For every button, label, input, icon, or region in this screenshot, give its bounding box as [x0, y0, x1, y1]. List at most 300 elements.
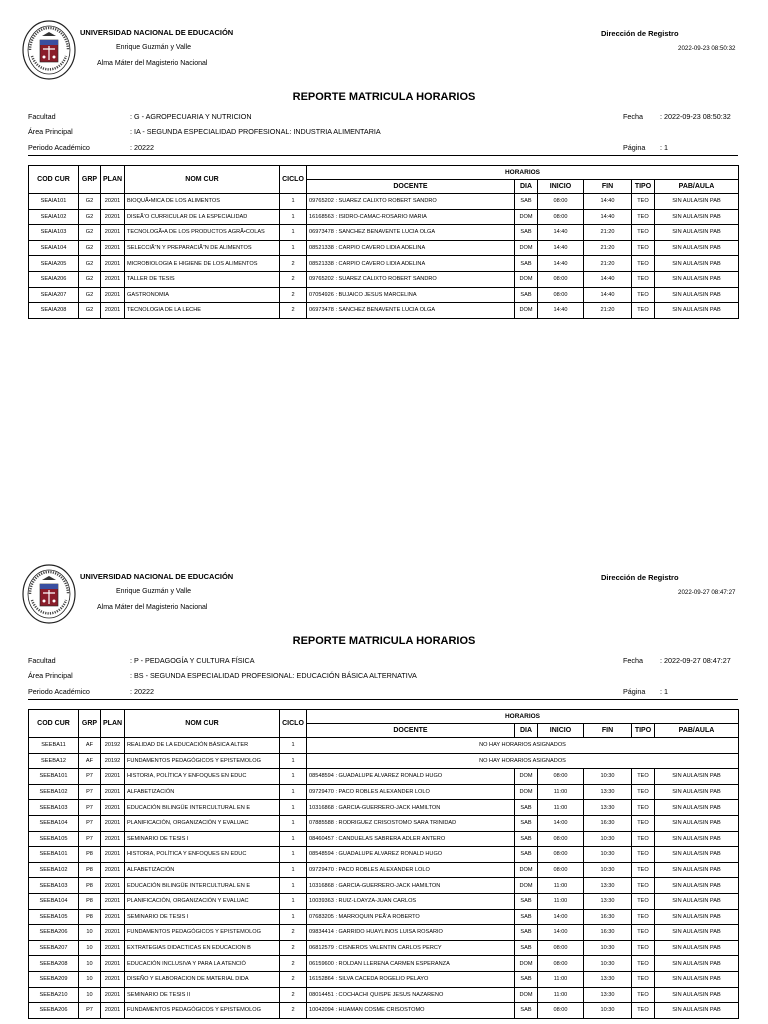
- cell-nom: MICROBIOLOGIA E HIGIENE DE LOS ALIMENTOS: [125, 256, 280, 272]
- cell-inicio: 08:00: [538, 194, 584, 210]
- cell-fin: 13:30: [584, 893, 632, 909]
- cell-pab: SIN AULA/SIN PAB: [655, 971, 739, 987]
- cell-docente: 16168563 : ISIDRO-CAMAC-ROSARIO MARIA: [307, 209, 515, 225]
- cell-inicio: 08:00: [538, 940, 584, 956]
- cell-pab: SIN AULA/SIN PAB: [655, 815, 739, 831]
- pagina-label: Página: [623, 687, 646, 696]
- cell-ciclo: 2: [280, 971, 307, 987]
- cell-pab: SIN AULA/SIN PAB: [655, 987, 739, 1003]
- schedule-table: [28, 709, 739, 1019]
- cell-nom: ALFABETIZACIÓN: [125, 862, 280, 878]
- table-row: [29, 769, 739, 785]
- cell-ciclo: 1: [280, 769, 307, 785]
- cell-ciclo: 1: [280, 862, 307, 878]
- cell-fin: 10:30: [584, 1003, 632, 1019]
- periodo-label: Periodo Académico: [28, 143, 90, 152]
- cell-docente: 06159600 : ROLDAN LLERENA CARMEN ESPERANZA: [307, 956, 515, 972]
- cell-tipo: TEO: [632, 831, 655, 847]
- table-row: [29, 862, 739, 878]
- fecha-value: : 2022-09-23 08:50:32: [660, 112, 731, 121]
- table-row: [29, 240, 739, 256]
- cell-cod: SEAIA205: [29, 256, 79, 272]
- cell-inicio: 14:00: [538, 909, 584, 925]
- cell-cod: SEEBA206: [29, 1003, 79, 1019]
- cell-plan: 20201: [101, 240, 125, 256]
- cell-plan: 20201: [101, 909, 125, 925]
- cell-plan: 20201: [101, 1003, 125, 1019]
- cell-plan: 20201: [101, 769, 125, 785]
- table-row: [29, 847, 739, 863]
- pagina-value: : 1: [660, 143, 668, 152]
- cell-nohay: NO HAY HORARIOS ASIGNADOS: [307, 738, 739, 754]
- cell-plan: 20201: [101, 847, 125, 863]
- cell-fin: 21:20: [584, 256, 632, 272]
- column-header-ciclo: CICLO: [280, 166, 307, 194]
- cell-ciclo: 2: [280, 940, 307, 956]
- cell-plan: 20201: [101, 256, 125, 272]
- cell-dia: DOM: [515, 303, 538, 319]
- cell-fin: 21:20: [584, 240, 632, 256]
- cell-docente: 08521338 : CARPIO CAVERO LIDIA ADELINA: [307, 256, 515, 272]
- cell-cod: SEEBA101: [29, 769, 79, 785]
- cell-pab: SIN AULA/SIN PAB: [655, 769, 739, 785]
- cell-inicio: 14:40: [538, 240, 584, 256]
- cell-grp: G2: [79, 303, 101, 319]
- cell-nom: SELECCIÃ“N Y PREPARACIÃ“N DE ALIMENTOS: [125, 240, 280, 256]
- cell-docente: 08521338 : CARPIO CAVERO LIDIA ADELINA: [307, 240, 515, 256]
- divider: [28, 155, 738, 156]
- column-header-dia: DIA: [515, 180, 538, 194]
- cell-tipo: TEO: [632, 925, 655, 941]
- cell-inicio: 14:40: [538, 303, 584, 319]
- cell-pab: SIN AULA/SIN PAB: [655, 194, 739, 210]
- table-row: [29, 194, 739, 210]
- cell-grp: P7: [79, 800, 101, 816]
- cell-fin: 10:30: [584, 862, 632, 878]
- cell-pab: SIN AULA/SIN PAB: [655, 209, 739, 225]
- facultad-label: Facultad: [28, 656, 56, 665]
- university-seal-icon: [22, 564, 76, 624]
- cell-tipo: TEO: [632, 225, 655, 241]
- table-row: [29, 753, 739, 769]
- column-header-inicio: INICIO: [538, 724, 584, 738]
- cell-tipo: TEO: [632, 987, 655, 1003]
- cell-nom: FUNDAMENTOS PEDAGÓGICOS Y EPISTEMOLOG: [125, 925, 280, 941]
- cell-nom: FUNDAMENTOS PEDAGÓGICOS Y EPISTEMOLOG: [125, 1003, 280, 1019]
- cell-tipo: TEO: [632, 909, 655, 925]
- cell-tipo: TEO: [632, 940, 655, 956]
- cell-pab: SIN AULA/SIN PAB: [655, 784, 739, 800]
- cell-tipo: TEO: [632, 303, 655, 319]
- cell-nom: SEMINARIO DE TESIS I: [125, 831, 280, 847]
- column-header-grp: GRP: [79, 166, 101, 194]
- cell-ciclo: 1: [280, 225, 307, 241]
- cell-plan: 20201: [101, 225, 125, 241]
- cell-inicio: 11:00: [538, 878, 584, 894]
- column-header-plan: PLAN: [101, 166, 125, 194]
- cell-fin: 10:30: [584, 956, 632, 972]
- table-row: [29, 831, 739, 847]
- cell-grp: 10: [79, 987, 101, 1003]
- cell-docente: 08014451 : COCHACHI QUISPE JESUS NAZARENO: [307, 987, 515, 1003]
- university-seal: [22, 564, 76, 624]
- cell-grp: P7: [79, 815, 101, 831]
- cell-cod: SEEBA105: [29, 831, 79, 847]
- cell-tipo: TEO: [632, 271, 655, 287]
- cell-tipo: TEO: [632, 209, 655, 225]
- cell-inicio: 14:00: [538, 925, 584, 941]
- cell-plan: 20201: [101, 987, 125, 1003]
- cell-dia: SAB: [515, 909, 538, 925]
- cell-nom: GASTRONOMIA: [125, 287, 280, 303]
- cell-pab: SIN AULA/SIN PAB: [655, 225, 739, 241]
- cell-grp: P8: [79, 878, 101, 894]
- cell-pab: SIN AULA/SIN PAB: [655, 303, 739, 319]
- report-section: [0, 0, 768, 340]
- cell-ciclo: 1: [280, 893, 307, 909]
- cell-plan: 20201: [101, 893, 125, 909]
- cell-pab: SIN AULA/SIN PAB: [655, 847, 739, 863]
- periodo-label: Periodo Académico: [28, 687, 90, 696]
- cell-pab: SIN AULA/SIN PAB: [655, 878, 739, 894]
- column-header-dia: DIA: [515, 724, 538, 738]
- cell-tipo: TEO: [632, 893, 655, 909]
- cell-cod: SEAIA104: [29, 240, 79, 256]
- cell-plan: 20201: [101, 194, 125, 210]
- area-value: : BS - SEGUNDA ESPECIALIDAD PROFESIONAL: EDUCACIÓN BÁSICA ALTERNATIVA: [130, 671, 417, 680]
- cell-tipo: TEO: [632, 800, 655, 816]
- cell-dia: DOM: [515, 878, 538, 894]
- cell-docente: 06973478 : SANCHEZ BENAVENTE LUCIA OLGA: [307, 303, 515, 319]
- cell-docente: 07885588 : RODRIGUEZ CRISOSTOMO SARA TRINIDAD: [307, 815, 515, 831]
- cell-docente: 06973478 : SANCHEZ BENAVENTE LUCIA OLGA: [307, 225, 515, 241]
- column-header-nom: NOM CUR: [125, 166, 280, 194]
- cell-cod: SEEBA208: [29, 956, 79, 972]
- cell-pab: SIN AULA/SIN PAB: [655, 956, 739, 972]
- cell-ciclo: 2: [280, 271, 307, 287]
- cell-docente: 09729470 : PACO ROBLES ALEXANDER LOLO: [307, 862, 515, 878]
- column-header-horarios: HORARIOS: [307, 166, 739, 180]
- cell-inicio: 08:00: [538, 271, 584, 287]
- cell-cod: SEEBA105: [29, 909, 79, 925]
- university-subtitle: Enrique Guzmán y Valle: [116, 44, 191, 51]
- cell-nom: FUNDAMENTOS PEDAGÓGICOS Y EPISTEMOLOG: [125, 753, 280, 769]
- cell-dia: SAB: [515, 971, 538, 987]
- cell-inicio: 08:00: [538, 956, 584, 972]
- table-row: [29, 893, 739, 909]
- table-row: [29, 925, 739, 941]
- cell-docente: 09729470 : PACO ROBLES ALEXANDER LOLO: [307, 784, 515, 800]
- cell-inicio: 08:00: [538, 769, 584, 785]
- cell-docente: 08548594 : GUADALUPE ALVAREZ RONALD HUGO: [307, 847, 515, 863]
- cell-nom: EXTRATEGIAS DIDACTICAS EN EDUCACION B: [125, 940, 280, 956]
- cell-nom: TECNOLOGIA DE LA LECHE: [125, 303, 280, 319]
- cell-grp: 10: [79, 971, 101, 987]
- facultad-label: Facultad: [28, 112, 56, 121]
- cell-ciclo: 1: [280, 753, 307, 769]
- cell-nom: BIOQUÃ•MICA DE LOS ALIMENTOS: [125, 194, 280, 210]
- cell-cod: SEEBA104: [29, 893, 79, 909]
- cell-docente: 16152864 : SILVA CACEDA ROGELIO PELAYO: [307, 971, 515, 987]
- cell-dia: SAB: [515, 940, 538, 956]
- table-row: [29, 256, 739, 272]
- cell-grp: G2: [79, 209, 101, 225]
- cell-cod: SEEBA209: [29, 971, 79, 987]
- table-row: [29, 971, 739, 987]
- cell-docente: 08548594 : GUADALUPE ALVAREZ RONALD HUGO: [307, 769, 515, 785]
- cell-ciclo: 1: [280, 784, 307, 800]
- column-header-docente: DOCENTE: [307, 180, 515, 194]
- column-header-fin: FIN: [584, 180, 632, 194]
- university-subtitle: Enrique Guzmán y Valle: [116, 588, 191, 595]
- cell-fin: 10:30: [584, 940, 632, 956]
- cell-plan: 20201: [101, 862, 125, 878]
- cell-grp: AF: [79, 738, 101, 754]
- report-title: REPORTE MATRICULA HORARIOS: [292, 635, 476, 647]
- cell-ciclo: 1: [280, 194, 307, 210]
- cell-cod: SEEBA103: [29, 878, 79, 894]
- cell-inicio: 11:00: [538, 987, 584, 1003]
- cell-grp: P8: [79, 893, 101, 909]
- cell-fin: 14:40: [584, 209, 632, 225]
- cell-dia: SAB: [515, 815, 538, 831]
- cell-fin: 13:30: [584, 971, 632, 987]
- column-header-docente: DOCENTE: [307, 724, 515, 738]
- pagina-value: : 1: [660, 687, 668, 696]
- university-seal-icon: [22, 20, 76, 80]
- cell-nom: DISEÃ‘O CURRICULAR DE LA ESPECIALIDAD: [125, 209, 280, 225]
- cell-nom: HISTORIA, POLÍTICA Y ENFOQUES EN EDUC: [125, 769, 280, 785]
- cell-fin: 14:40: [584, 271, 632, 287]
- table-row: [29, 987, 739, 1003]
- cell-dia: DOM: [515, 209, 538, 225]
- cell-grp: G2: [79, 287, 101, 303]
- cell-fin: 14:40: [584, 287, 632, 303]
- cell-docente: 10316868 : GARCIA-GUERRERO-JACK HAMILTON: [307, 800, 515, 816]
- office-name: Dirección de Registro: [601, 29, 679, 38]
- cell-cod: SEEBA101: [29, 847, 79, 863]
- cell-inicio: 11:00: [538, 784, 584, 800]
- column-header-tipo: TIPO: [632, 180, 655, 194]
- cell-grp: 10: [79, 956, 101, 972]
- cell-fin: 21:20: [584, 225, 632, 241]
- cell-docente: 06812579 : CISNEROS VALENTIN CARLOS PERCY: [307, 940, 515, 956]
- cell-ciclo: 1: [280, 847, 307, 863]
- cell-tipo: TEO: [632, 847, 655, 863]
- print-timestamp: 2022-09-23 08:50:32: [678, 45, 736, 52]
- cell-ciclo: 2: [280, 987, 307, 1003]
- table-row: [29, 940, 739, 956]
- cell-inicio: 08:00: [538, 831, 584, 847]
- cell-tipo: TEO: [632, 240, 655, 256]
- area-label: Área Principal: [28, 671, 73, 680]
- cell-tipo: TEO: [632, 862, 655, 878]
- cell-fin: 13:30: [584, 878, 632, 894]
- column-header-cod: COD CUR: [29, 710, 79, 738]
- cell-pab: SIN AULA/SIN PAB: [655, 909, 739, 925]
- cell-nom: REALIDAD DE LA EDUCACIÓN BÁSICA ALTER: [125, 738, 280, 754]
- cell-grp: P7: [79, 1003, 101, 1019]
- cell-grp: P8: [79, 909, 101, 925]
- cell-dia: SAB: [515, 194, 538, 210]
- cell-pab: SIN AULA/SIN PAB: [655, 240, 739, 256]
- cell-cod: SEEBA102: [29, 784, 79, 800]
- cell-cod: SEAIA103: [29, 225, 79, 241]
- cell-inicio: 08:00: [538, 1003, 584, 1019]
- cell-docente: 09834414 : GARRIDO HUAYLINOS LUISA ROSARIO: [307, 925, 515, 941]
- university-motto: Alma Máter del Magisterio Nacional: [97, 60, 208, 67]
- cell-inicio: 11:00: [538, 893, 584, 909]
- cell-grp: 10: [79, 925, 101, 941]
- cell-ciclo: 2: [280, 956, 307, 972]
- cell-plan: 20201: [101, 940, 125, 956]
- cell-fin: 16:30: [584, 925, 632, 941]
- column-header-horarios: HORARIOS: [307, 710, 739, 724]
- cell-dia: SAB: [515, 256, 538, 272]
- cell-inicio: 08:00: [538, 847, 584, 863]
- cell-dia: SAB: [515, 831, 538, 847]
- cell-plan: 20201: [101, 878, 125, 894]
- cell-plan: 20201: [101, 303, 125, 319]
- cell-tipo: TEO: [632, 287, 655, 303]
- print-timestamp: 2022-09-27 08:47:27: [678, 589, 736, 596]
- cell-dia: DOM: [515, 784, 538, 800]
- cell-grp: P7: [79, 769, 101, 785]
- cell-docente: 10316868 : GARCIA-GUERRERO-JACK HAMILTON: [307, 878, 515, 894]
- report-section: [0, 544, 768, 1024]
- table-row: [29, 909, 739, 925]
- cell-cod: SEEBA11: [29, 738, 79, 754]
- cell-tipo: TEO: [632, 1003, 655, 1019]
- cell-nom: PLANIFICACIÓN, ORGANIZACIÓN Y EVALUAC: [125, 893, 280, 909]
- cell-pab: SIN AULA/SIN PAB: [655, 862, 739, 878]
- column-header-inicio: INICIO: [538, 180, 584, 194]
- cell-dia: DOM: [515, 769, 538, 785]
- cell-nom: EDUCACIÓN BILINGÜE INTERCULTURAL EN E: [125, 878, 280, 894]
- cell-cod: SEEBA102: [29, 862, 79, 878]
- cell-fin: 10:30: [584, 769, 632, 785]
- cell-grp: G2: [79, 256, 101, 272]
- cell-pab: SIN AULA/SIN PAB: [655, 271, 739, 287]
- office-name: Dirección de Registro: [601, 573, 679, 582]
- cell-inicio: 14:00: [538, 815, 584, 831]
- cell-inicio: 14:40: [538, 225, 584, 241]
- cell-dia: SAB: [515, 225, 538, 241]
- periodo-value: : 20222: [130, 143, 154, 152]
- cell-nom: ALFABETIZACIÓN: [125, 784, 280, 800]
- cell-docente: 07054926 : BUJAICO JESUS MARCELINA: [307, 287, 515, 303]
- cell-pab: SIN AULA/SIN PAB: [655, 1003, 739, 1019]
- cell-fin: 10:30: [584, 847, 632, 863]
- cell-plan: 20192: [101, 738, 125, 754]
- cell-grp: P7: [79, 831, 101, 847]
- cell-inicio: 11:00: [538, 971, 584, 987]
- cell-pab: SIN AULA/SIN PAB: [655, 256, 739, 272]
- cell-dia: DOM: [515, 862, 538, 878]
- cell-docente: 09765202 : SUAREZ CALIXTO ROBERT SANDRO: [307, 271, 515, 287]
- table-row: [29, 784, 739, 800]
- cell-nom: TECNOLOGÃ•A DE LOS PRODUCTOS AGRÃ•COLAS: [125, 225, 280, 241]
- pagina-label: Página: [623, 143, 646, 152]
- cell-ciclo: 1: [280, 878, 307, 894]
- cell-ciclo: 1: [280, 738, 307, 754]
- cell-tipo: TEO: [632, 784, 655, 800]
- university-name: UNIVERSIDAD NACIONAL DE EDUCACIÓN: [80, 28, 234, 37]
- cell-tipo: TEO: [632, 878, 655, 894]
- cell-grp: P7: [79, 784, 101, 800]
- cell-cod: SEEBA104: [29, 815, 79, 831]
- cell-dia: SAB: [515, 893, 538, 909]
- cell-ciclo: 1: [280, 909, 307, 925]
- cell-nom: EDUCACIÓN INCLUSIVA Y PARA LA ATENCIÓ: [125, 956, 280, 972]
- cell-docente: 07683205 : MARROQUIN PEÃ‘A ROBERTO: [307, 909, 515, 925]
- cell-cod: SEAIA102: [29, 209, 79, 225]
- cell-nom: SEMINARIO DE TESIS II: [125, 987, 280, 1003]
- cell-nohay: NO HAY HORARIOS ASIGNADOS: [307, 753, 739, 769]
- cell-ciclo: 1: [280, 240, 307, 256]
- table-row: [29, 225, 739, 241]
- facultad-value: : P - PEDAGOGÍA Y CULTURA FÍSICA: [130, 656, 255, 665]
- cell-ciclo: 2: [280, 256, 307, 272]
- cell-docente: 10039363 : RUIZ-LOAYZA-JUAN CARLOS: [307, 893, 515, 909]
- cell-dia: SAB: [515, 925, 538, 941]
- divider: [28, 699, 738, 700]
- cell-tipo: TEO: [632, 971, 655, 987]
- cell-ciclo: 1: [280, 209, 307, 225]
- cell-cod: SEEBA207: [29, 940, 79, 956]
- table-row: [29, 1003, 739, 1019]
- cell-grp: G2: [79, 225, 101, 241]
- cell-plan: 20201: [101, 831, 125, 847]
- cell-dia: SAB: [515, 847, 538, 863]
- periodo-value: : 20222: [130, 687, 154, 696]
- cell-fin: 13:30: [584, 987, 632, 1003]
- facultad-value: : G - AGROPECUARIA Y NUTRICION: [130, 112, 252, 121]
- cell-dia: DOM: [515, 271, 538, 287]
- cell-inicio: 08:00: [538, 287, 584, 303]
- university-name: UNIVERSIDAD NACIONAL DE EDUCACIÓN: [80, 572, 234, 581]
- table-row: [29, 800, 739, 816]
- cell-fin: 16:30: [584, 815, 632, 831]
- cell-tipo: TEO: [632, 194, 655, 210]
- cell-grp: G2: [79, 271, 101, 287]
- column-header-nom: NOM CUR: [125, 710, 280, 738]
- cell-plan: 20201: [101, 971, 125, 987]
- cell-pab: SIN AULA/SIN PAB: [655, 287, 739, 303]
- area-value: : IA - SEGUNDA ESPECIALIDAD PROFESIONAL: INDUSTRIA ALIMENTARIA: [130, 127, 381, 136]
- cell-inicio: 14:40: [538, 256, 584, 272]
- cell-cod: SEAIA207: [29, 287, 79, 303]
- area-label: Área Principal: [28, 127, 73, 136]
- cell-fin: 10:30: [584, 831, 632, 847]
- table-row: [29, 815, 739, 831]
- cell-pab: SIN AULA/SIN PAB: [655, 925, 739, 941]
- cell-pab: SIN AULA/SIN PAB: [655, 940, 739, 956]
- cell-ciclo: 1: [280, 815, 307, 831]
- cell-inicio: 08:00: [538, 209, 584, 225]
- cell-cod: SEEBA210: [29, 987, 79, 1003]
- table-row: [29, 287, 739, 303]
- cell-inicio: 11:00: [538, 800, 584, 816]
- cell-cod: SEEBA206: [29, 925, 79, 941]
- cell-fin: 13:30: [584, 784, 632, 800]
- cell-nom: EDUCACIÓN BILINGÜE INTERCULTURAL EN E: [125, 800, 280, 816]
- cell-docente: 09765202 : SUAREZ CALIXTO ROBERT SANDRO: [307, 194, 515, 210]
- cell-plan: 20201: [101, 800, 125, 816]
- table-row: [29, 271, 739, 287]
- cell-nom: TALLER DE TESIS: [125, 271, 280, 287]
- university-motto: Alma Máter del Magisterio Nacional: [97, 604, 208, 611]
